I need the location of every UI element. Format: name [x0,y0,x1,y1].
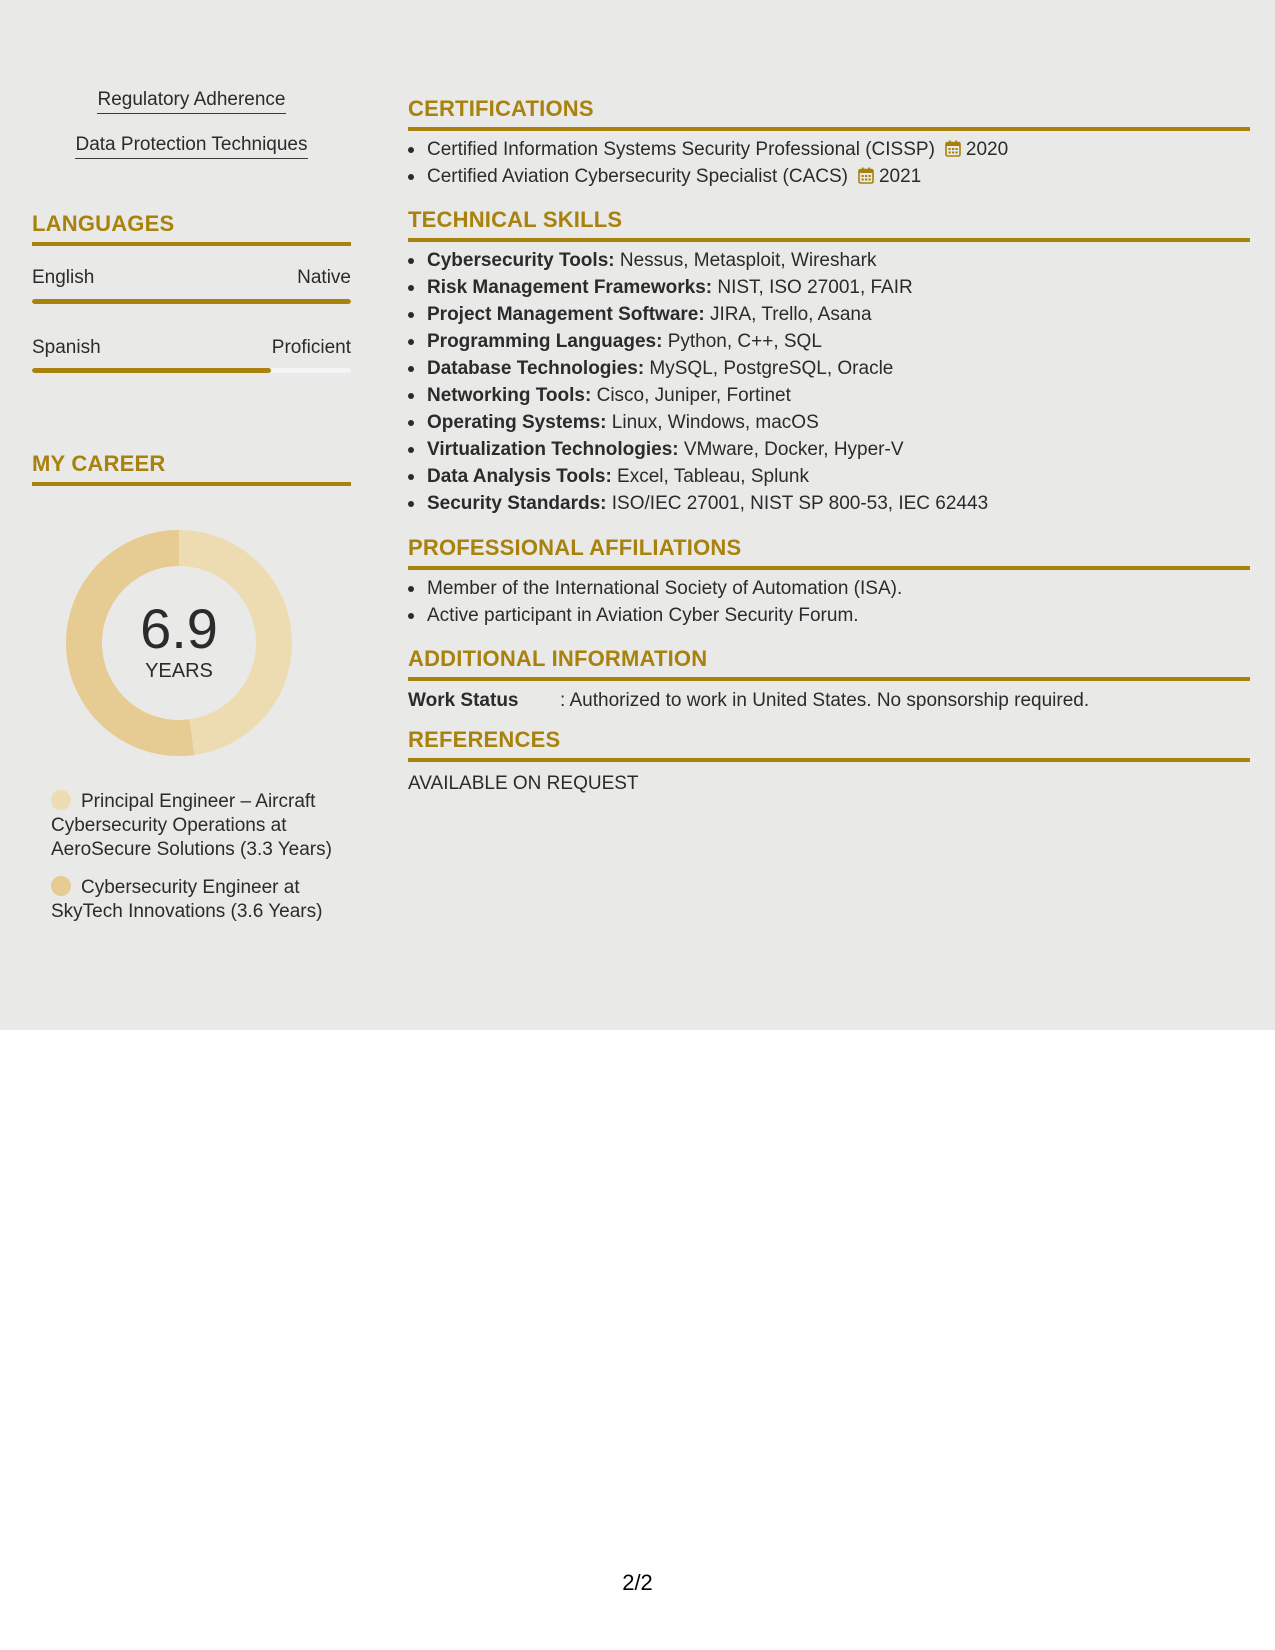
certification-item [408,163,1250,190]
technical-skill-label: Networking Tools: [427,385,592,406]
legend-dot-icon [51,790,71,810]
certification-name: Certified Information Systems Security Professional (CISSP) [427,139,935,160]
technical-skill-value: ISO/IEC 27001, NIST SP 800-53, IEC 62443 [606,493,989,514]
language-name: English [32,267,95,288]
section-rule [408,238,1250,242]
affiliations-list [408,575,1250,629]
section-rule [408,758,1250,762]
career-donut-chart [66,530,292,756]
skill-tag [32,133,351,159]
technical-skill-value: JIRA, Trello, Asana [704,304,872,325]
section-title: CERTIFICATIONS [408,96,594,121]
section-title: PROFESSIONAL AFFILIATIONS [408,535,742,560]
language-row [32,266,351,290]
technical-skills-list [408,247,1250,517]
certification-year: 2021 [878,166,922,187]
calendar-icon [858,167,874,184]
skill-tag-label: Data Protection Techniques [75,133,307,159]
work-status-label: Work Status [408,690,519,711]
language-bar-fill [32,299,351,304]
section-title: REFERENCES [408,727,561,752]
technical-skills-section [408,206,1250,517]
career-legend-item [51,876,351,924]
technical-skill-value: Cisco, Juniper, Fortinet [591,385,791,406]
technical-skill-item [408,328,1250,355]
technical-skill-value: VMware, Docker, Hyper-V [678,439,904,460]
technical-skill-label: Project Management Software: [427,304,705,325]
skill-tag-label: Regulatory Adherence [97,88,285,114]
language-bar-fill [32,368,271,373]
section-rule [32,482,351,486]
work-status-value: : Authorized to work in United States. No sponsorship required. [560,690,1090,711]
career-total-years: 6.9 [140,597,218,660]
technical-skill-label: Virtualization Technologies: [427,439,679,460]
section-title: MY CAREER [32,451,166,476]
section-title: ADDITIONAL INFORMATION [408,646,708,671]
page-number: 2/2 [622,1570,653,1595]
technical-skill-item [408,436,1250,463]
certification-name: Certified Aviation Cybersecurity Specialist (CACS) [427,166,848,187]
language-row [32,336,351,360]
technical-skill-item [408,463,1250,490]
affiliation-item: Member of the International Society of Automation (ISA). [408,575,1250,602]
technical-skill-value: MySQL, PostgreSQL, Oracle [644,358,894,379]
section-title: TECHNICAL SKILLS [408,207,623,232]
technical-skill-value: Linux, Windows, macOS [606,412,819,433]
technical-skill-label: Security Standards: [427,493,607,514]
technical-skill-item [408,382,1250,409]
technical-skill-value: Nessus, Metasploit, Wireshark [614,250,877,271]
skill-tag [32,88,351,114]
technical-skill-label: Cybersecurity Tools: [427,250,615,271]
certifications-list [408,136,1250,190]
technical-skill-label: Risk Management Frameworks: [427,277,713,298]
career-legend-label: Cybersecurity Engineer at SkyTech Innovations (3.6 Years) [51,877,323,922]
section-rule [408,566,1250,570]
career-section [32,450,351,486]
affiliation-item: Active participant in Aviation Cyber Security Forum. [408,602,1250,629]
technical-skill-label: Database Technologies: [427,358,645,379]
language-bar [32,299,351,304]
technical-skill-item [408,409,1250,436]
languages-section [32,210,351,246]
career-total-unit: YEARS [145,660,213,682]
technical-skill-item [408,247,1250,274]
section-rule [408,127,1250,131]
technical-skill-label: Data Analysis Tools: [427,466,612,487]
language-level: Native [297,267,351,288]
calendar-icon [945,140,961,157]
section-title: LANGUAGES [32,211,175,236]
technical-skill-label: Programming Languages: [427,331,663,352]
legend-dot-icon [51,876,71,896]
technical-skill-item [408,490,1250,517]
technical-skill-label: Operating Systems: [427,412,607,433]
references-section [408,726,1250,796]
section-rule [408,677,1250,681]
technical-skill-item [408,355,1250,382]
references-text: AVAILABLE ON REQUEST [408,773,639,794]
technical-skill-value: NIST, ISO 27001, FAIR [712,277,913,298]
technical-skill-item [408,301,1250,328]
certification-year: 2020 [965,139,1009,160]
technical-skill-item [408,274,1250,301]
donut-center [66,530,292,756]
technical-skill-value: Excel, Tableau, Splunk [611,466,809,487]
additional-info-section [408,645,1250,713]
technical-skill-value: Python, C++, SQL [662,331,822,352]
language-name: Spanish [32,337,101,358]
certifications-section [408,95,1250,190]
language-bar [32,368,351,373]
affiliations-section [408,534,1250,629]
career-legend-item [51,790,351,862]
language-level: Proficient [271,337,351,358]
work-status-row [408,689,1250,713]
career-legend-label: Principal Engineer – Aircraft Cybersecurity Operations at AeroSecure Solutions (3.3 Years) [51,791,332,860]
certification-item [408,136,1250,163]
section-rule [32,242,351,246]
